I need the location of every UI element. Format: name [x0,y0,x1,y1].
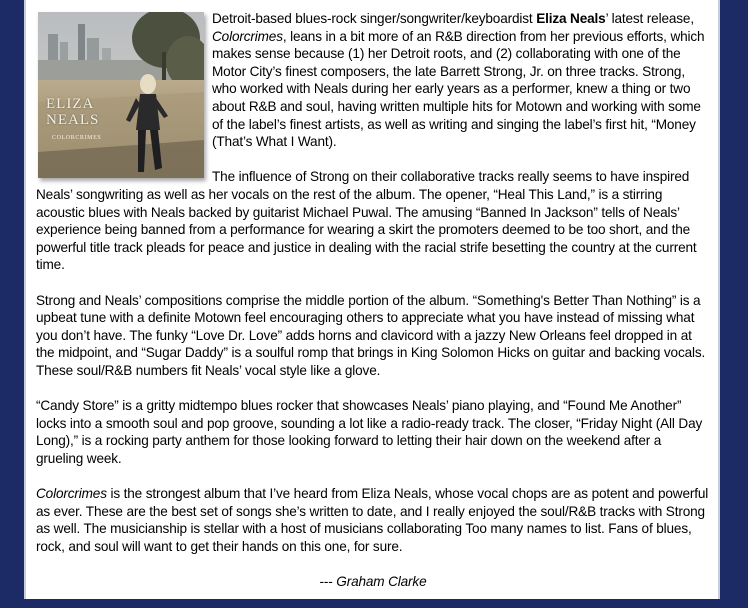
review-paragraph-2: The influence of Strong on their collaborative tracks really seems to have inspired Neals’ songwriting as well as her vocals on the rest of the album. The opener, “Heal This Land,” is a stirring acoustic blues with Neals backed by guitarist Michael Puwal. The amusing “Banned In Jackson” tells of Neals’ experience being banned from a performance for wearing a skirt the promoters deemed to be too short, and the powerful title track pleads for peace and justice in dealing with the racial strife besetting the country at the current time. [36,169,697,273]
album-cover-image [38,12,204,178]
album-title: Colorcrimes [212,28,283,44]
review-paragraph-4: “Candy Store” is a gritty midtempo blues rocker that showcases Neals’ piano playing, and “Found Me Another” locks into a smooth soul and pop groove, sounding a lot like a radio-ready track. The closer, “Friday Night (All Day Long),” is a rocking party anthem for those looking forward to letting their hair down on the weekend after a grueling week. [36,398,703,466]
cover-album-text: COLORCRIMES [52,135,102,141]
artist-name: Eliza Neals [536,11,606,26]
review-paragraph-5: Colorcrimes is the strongest album that I’ve heard from Eliza Neals, whose vocal chops are as potent and powerful as ever. These are the best set of songs she’s written to date, and I really enjoyed the soul/R&B tracks with Strong as well. The musicianship is stellar with a host of musicians collaborating Too many names to list. Fans of blues, rock, and soul will want to get their hands on this one, for sure. [36,486,709,554]
review-content [36,10,710,608]
review-signature: --- Graham Clarke [319,574,427,589]
cover-artist-text: ELIZA NEALS [46,96,100,128]
review-paragraph-3: Strong and Neals’ compositions comprise the middle portion of the album. “Something's Better Than Nothing” is a upbeat tune with a definite Motown feel encouraging others to appreciate what you have instead of missing what you don’t have. The funky “Love Dr. Love” adds horns and clavicord with a jazzy New Orleans feel dropped in at the midpoint, and “Sugar Daddy” is a soulful romp that brings in King Solomon Hicks on guitar and backing vocals. These soul/R&B numbers fit Neals’ vocal style like a glove. [36,292,706,378]
author-name: Graham Clarke [336,574,427,589]
review-paragraph-1: Detroit-based blues-rock singer/songwriter/keyboardist Eliza Neals’ latest release, Colorcrimes, leans in a bit more of an R&B direction from her previous efforts, which makes sense because (1) her Detroit roots, and (2) collaborating with one of the Motor City’s finest composers, the late Barrett Strong, Jr. on three tracks. Strong, who worked with Neals during her early years as a performer, knew a thing or two about R&B and soul, having written multiple hits for Motown and working with some of the label’s finest artists, as well as writing and singing the label’s first hit, “Money (That’s What I Want). [212,11,705,150]
album-title: Colorcrimes [36,486,107,502]
review-panel [24,0,720,599]
album-cover-art [38,12,204,178]
